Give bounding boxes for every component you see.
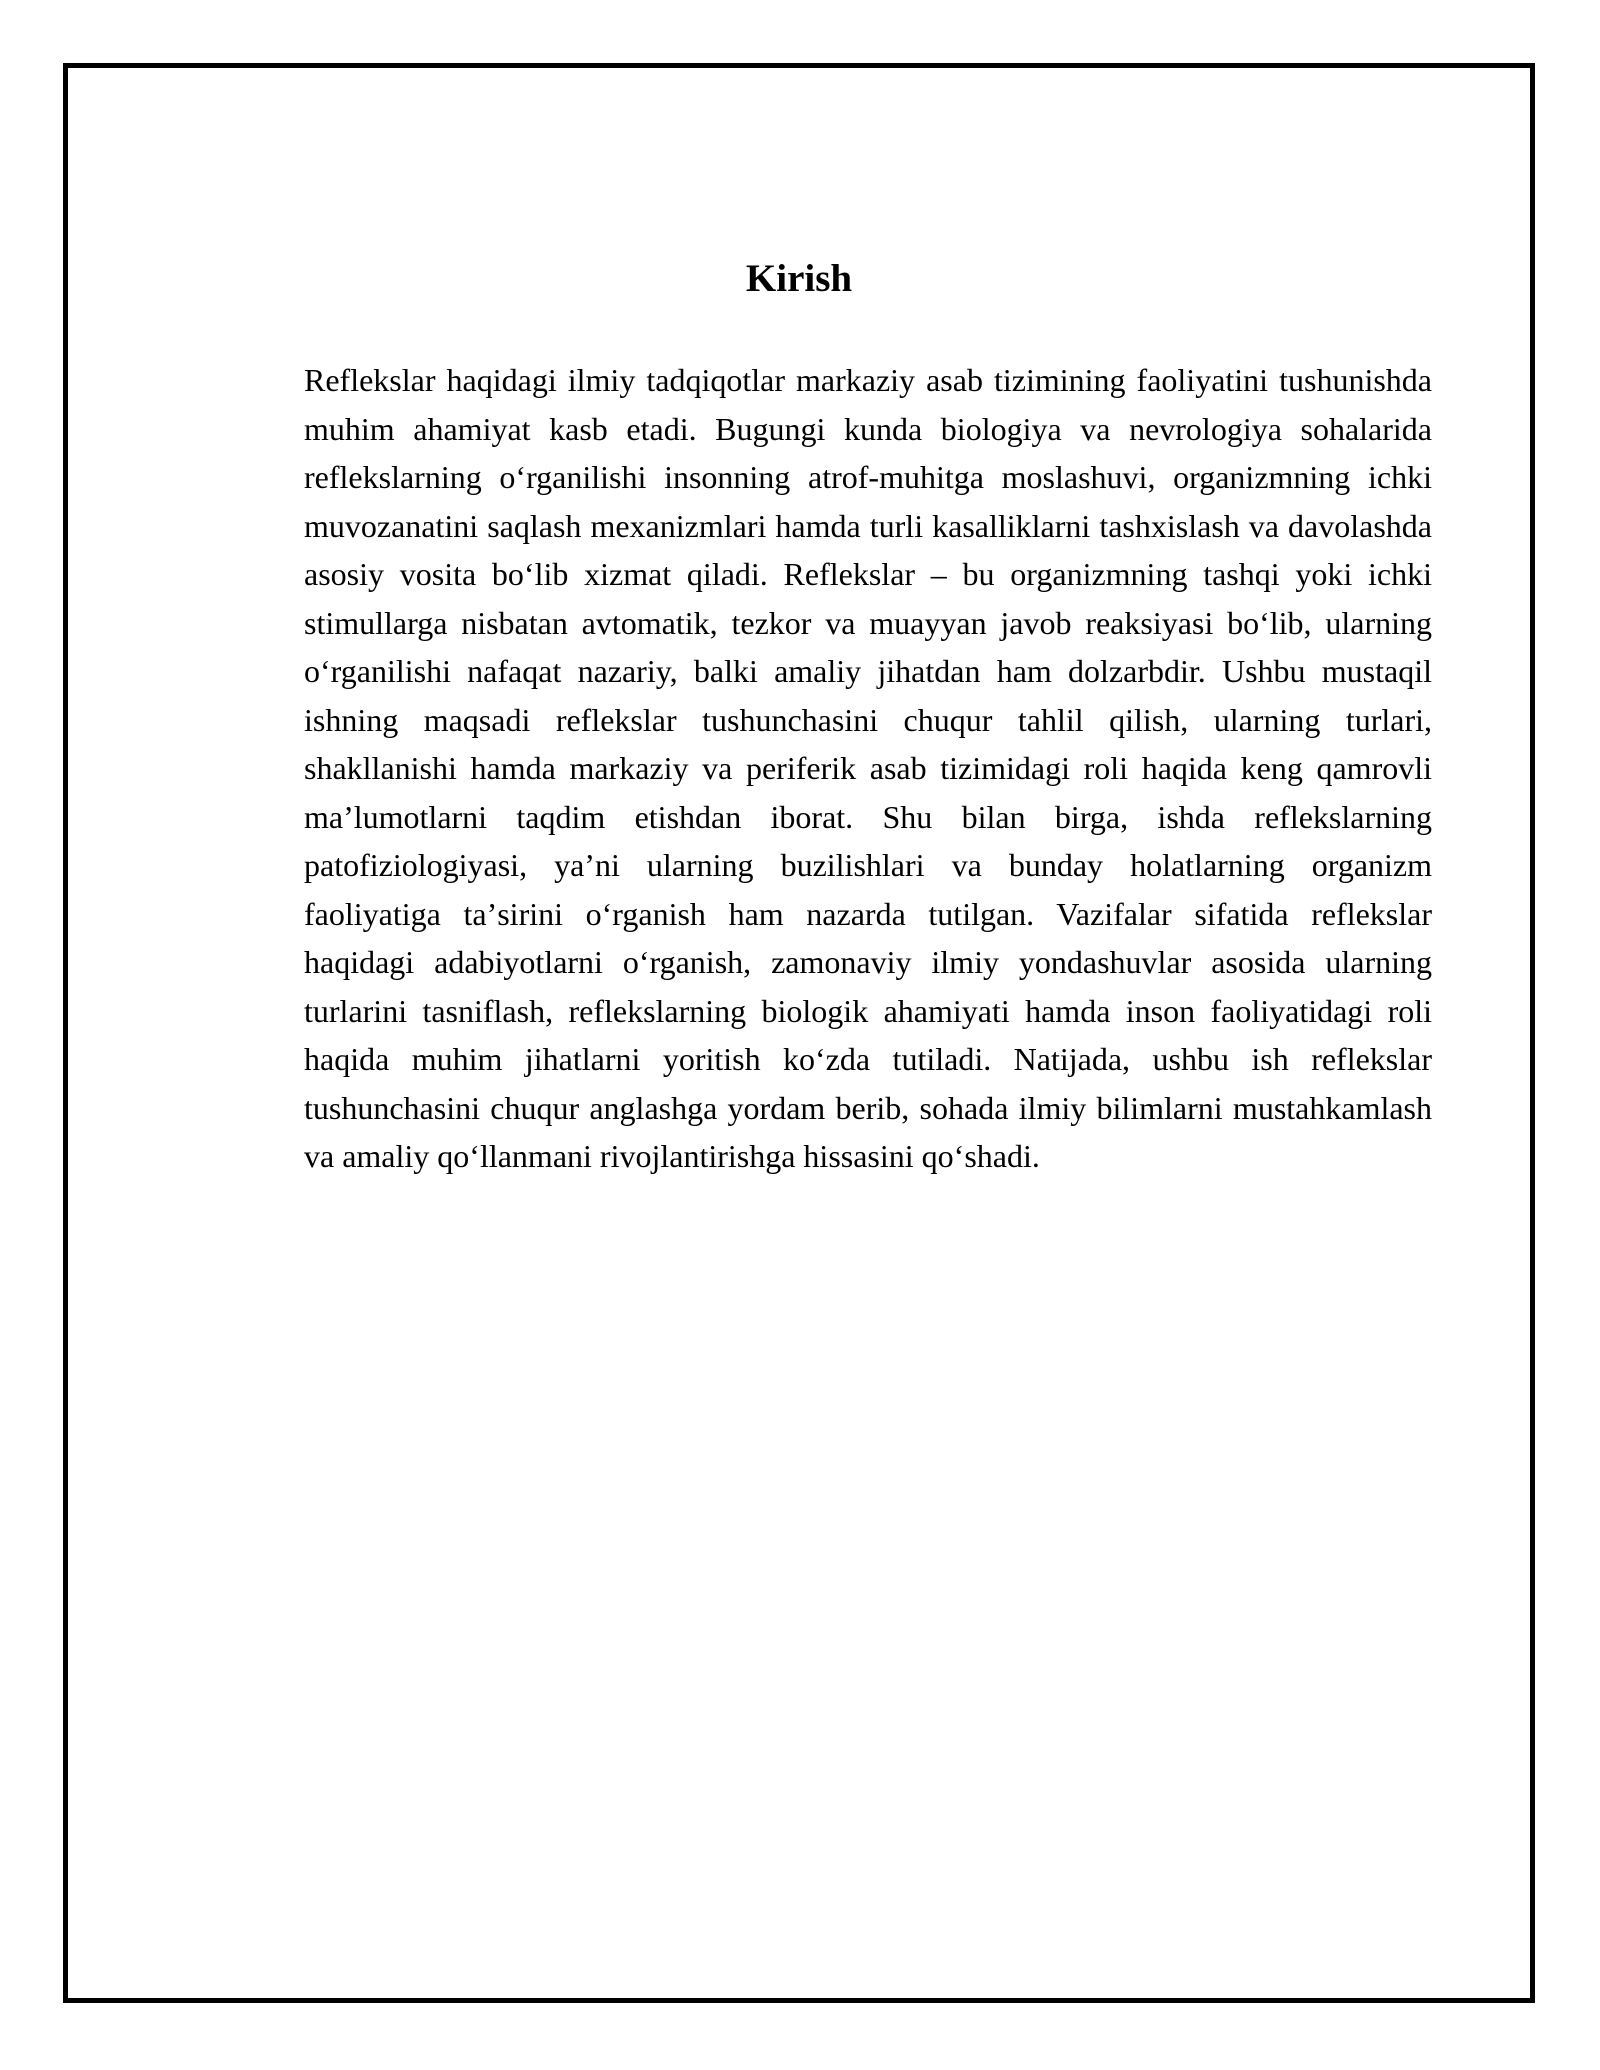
page-border-frame — [63, 63, 1535, 2003]
page-title: Kirish — [745, 257, 853, 300]
body-paragraph: Reflekslar haqidagi ilmiy tadqiqotlar markaziy asab tizimining faoliyatini tushunishda muhim ahamiyat kasb etadi. Bugungi kunda biologiya va nevrologiya sohalarida reflekslarning oʻrganilishi insonning atrof-muhitga moslashuvi, organizmning ichki muvozanatini saqlash mexanizmlari hamda turli kasalliklarni tashxislash va davolashda asosiy vosita boʻlib xizmat qiladi. Reflekslar – bu organizmning tashqi yoki ichki stimullarga nisbatan avtomatik, tezkor va muayyan javob reaksiyasi boʻlib, ularning oʻrganilishi nafaqat nazariy, balki amaliy jihatdan ham dolzarbdir. Ushbu mustaqil ishning maqsadi reflekslar tushunchasini chuqur tahlil qilish, ularning turlari, shakllanishi hamda markaziy va periferik asab tizimidagi roli haqida keng qamrovli maʼlumotlarni taqdim etishdan iborat. Shu bilan birga, ishda reflekslarning patofiziologiyasi, yaʼni ularning buzilishlari va bunday holatlarning organizm faoliyatiga taʼsirini oʻrganish ham nazarda tutilgan. Vazifalar sifatida reflekslar haqidagi adabiyotlarni oʻrganish, zamonaviy ilmiy yondashuvlar asosida ularning turlarini tasniflash, reflekslarning biologik ahamiyati hamda inson faoliyatidagi roli haqida muhim jihatlarni yoritish koʻzda tutiladi. Natijada, ushbu ish reflekslar tushunchasini chuqur anglashga yordam berib, sohada ilmiy bilimlarni mustahkamlash va amaliy qoʻllanmani rivojlantirishga hissasini qoʻshadi. — [304, 362, 1432, 1174]
